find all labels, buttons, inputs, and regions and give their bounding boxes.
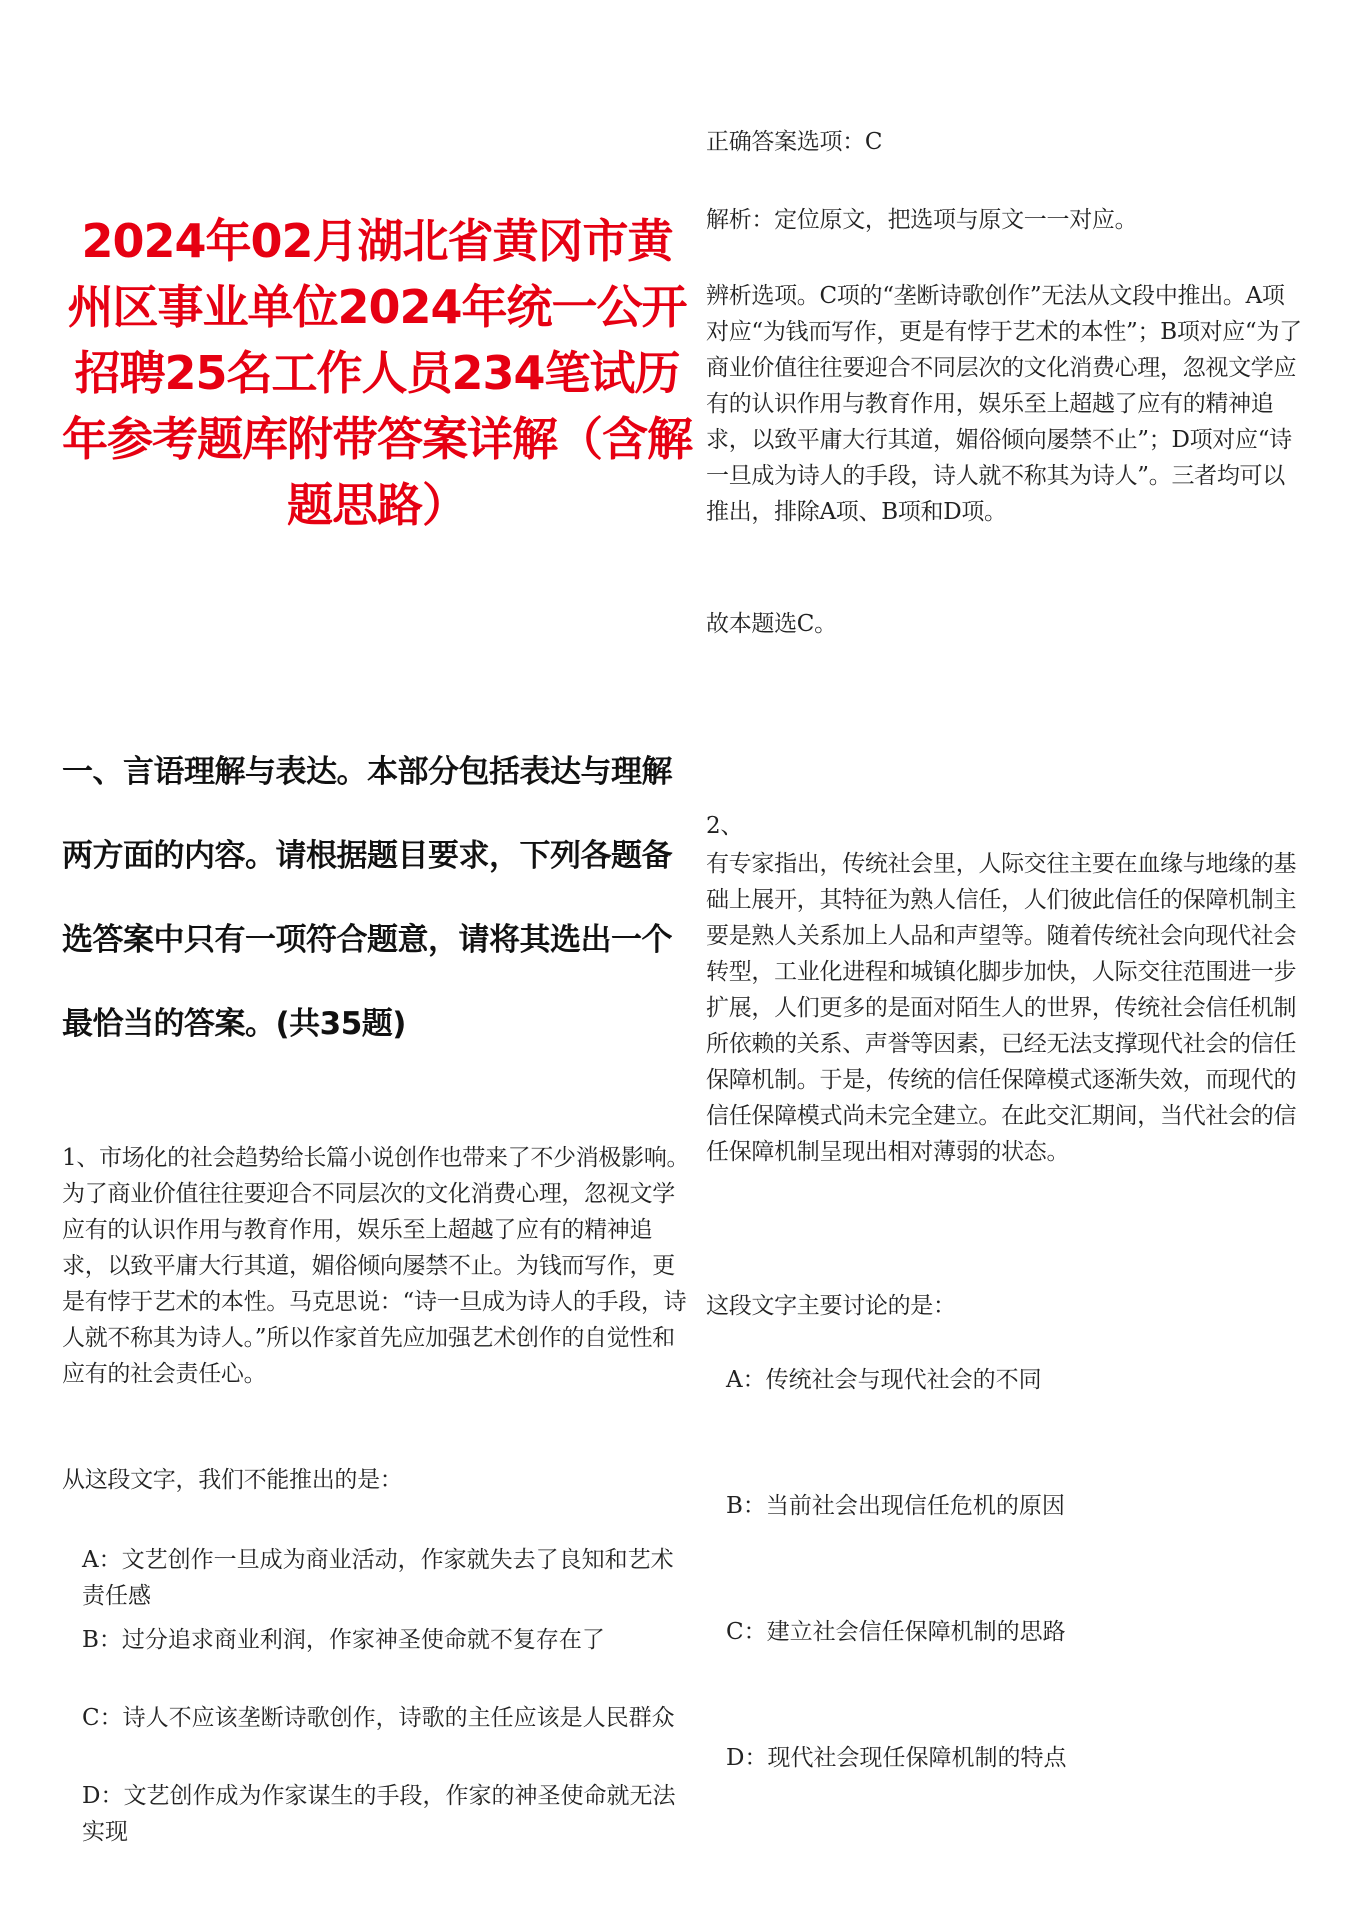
question-2-option-c: C：建立社会信任保障机制的思路 <box>726 1619 1066 1645</box>
question-1-option-c: C：诗人不应该垄断诗歌创作，诗歌的主任应该是人民群众 <box>82 1705 675 1731</box>
question-2-number: 2、 <box>706 813 744 839</box>
question-1-conclusion: 故本题选C。 <box>706 611 837 637</box>
question-2-prompt: 这段文字主要讨论的是： <box>706 1293 956 1319</box>
question-1-answer: 正确答案选项：C <box>706 129 883 155</box>
question-1-stem: 1、市场化的社会趋势给长篇小说创作也带来了不少消极影响。为了商业价值往往要迎合不同层次的文化消费心理，忽视文学应有的认识作用与教育作用，娱乐至上超越了应有的精神追求，以致平庸大行其道，媚俗倾向屡禁不止。为钱而写作，更是有悖于艺术的本性。马克思说：“诗一旦成为诗人的手段，诗人就不称其为诗人。”所以作家首先应加强艺术创作的自觉性和应有的社会责任心。 <box>62 1145 690 1387</box>
question-1-discussion: 辨析选项。C项的“垄断诗歌创作”无法从文段中推出。A项对应“为钱而写作，更是有悖于艺术的本性”；B项对应“为了商业价值往往要迎合不同层次的文化消费心理，忽视文学应有的认识作用与教育作用，娱乐至上超越了应有的精神追求，以致平庸大行其道，媚俗倾向屡禁不止”；D项对应“诗一旦成为诗人的手段，诗人就不称其为诗人”。三者均可以推出，排除A项、B项和D项。 <box>706 283 1302 525</box>
question-1-prompt: 从这段文字，我们不能推出的是： <box>62 1467 403 1493</box>
question-2-option-a: A：传统社会与现代社会的不同 <box>726 1367 1042 1393</box>
document-title: 2024年02月湖北省黄冈市黄州区事业单位2024年统一公开招聘25名工作人员234笔试历年参考题库附带答案详解（含解题思路） <box>62 214 692 532</box>
question-2-option-b: B：当前社会出现信任危机的原因 <box>726 1493 1065 1519</box>
question-1-option-b: B：过分追求商业利润，作家神圣使命就不复存在了 <box>82 1627 605 1653</box>
question-2-option-d: D：现代社会现任保障机制的特点 <box>726 1745 1067 1771</box>
question-2-stem: 有专家指出，传统社会里，人际交往主要在血缘与地缘的基础上展开，其特征为熟人信任，人们彼此信任的保障机制主要是熟人关系加上人品和声望等。随着传统社会向现代社会转型，工业化进程和城镇化脚步加快，人际交往范围进一步扩展，人们更多的是面对陌生人的世界，传统社会信任机制所依赖的关系、声誉等因素，已经无法支撑现代社会的信任保障机制。于是，传统的信任保障模式逐渐失效，而现代的信任保障模式尚未完全建立。在此交汇期间，当代社会的信任保障机制呈现出相对薄弱的状态。 <box>706 851 1297 1165</box>
question-1-option-d: D：文艺创作成为作家谋生的手段，作家的神圣使命就无法实现 <box>82 1783 676 1845</box>
question-1-analysis: 解析：定位原文，把选项与原文一一对应。 <box>706 207 1138 233</box>
section-heading: 一、言语理解与表达。本部分包括表达与理解两方面的内容。请根据题目要求，下列各题备选答案中只有一项符合题意，请将其选出一个最恰当的答案。(共35题) <box>62 754 672 1042</box>
question-1-option-a: A：文艺创作一旦成为商业活动，作家就失去了良知和艺术责任感 <box>82 1547 674 1609</box>
